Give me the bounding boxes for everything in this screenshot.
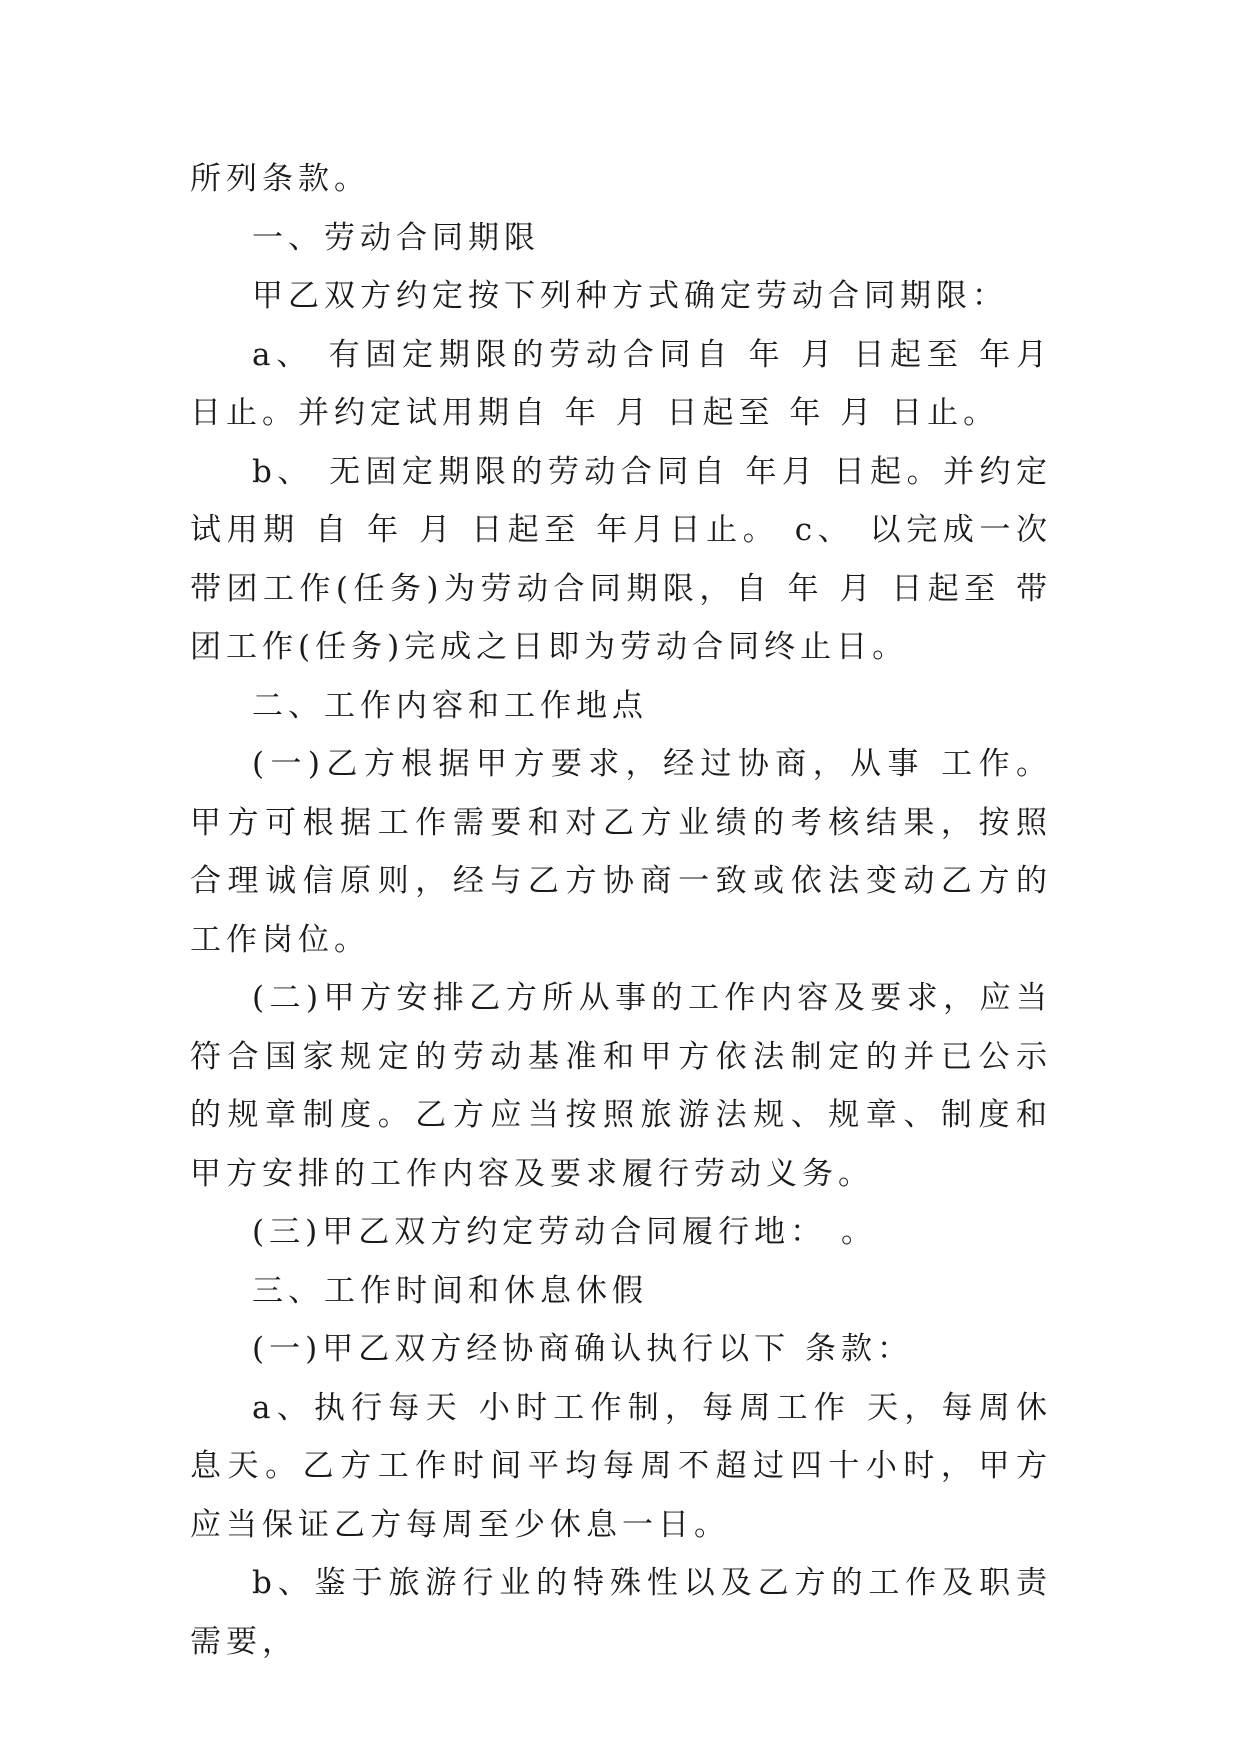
paragraph-hours-option-b: b、鉴于旅游行业的特殊性以及乙方的工作及职责需要， xyxy=(190,1565,1052,1660)
paragraph-term-methods: 甲乙双方约定按下列种方式确定劳动合同期限： xyxy=(252,278,1008,314)
paragraph-hours-option-a: a、执行每天 小时工作制，每周工作 天，每周休息天。乙方工作时间平均每周不超过四十小时，甲方应当保证乙方每周至少休息一日。 xyxy=(190,1389,1052,1543)
section-heading-work-hours: 三、工作时间和休息休假 xyxy=(252,1272,648,1309)
section-heading-contract-term: 一、劳动合同期限 xyxy=(252,219,540,256)
paragraph-option-b-c: b、 无固定期限的劳动合同自 年月 日起。并约定试用期 自 年 月 日起至 年月日止。 c、 以完成一次带团工作(任务)为劳动合同期限，自 年 月 日起至 带团工作(任务)完成之日即为劳动合同终止日。 xyxy=(190,453,1052,665)
paragraph-continuation: 所列条款。 xyxy=(190,161,370,197)
section-heading-work-content: 二、工作内容和工作地点 xyxy=(252,687,648,724)
paragraph-work-requirements: (二)甲方安排乙方所从事的工作内容及要求，应当符合国家规定的劳动基准和甲方依法制定的并已公示的规章制度。乙方应当按照旅游法规、规章、制度和甲方安排的工作内容及要求履行劳动义务。 xyxy=(190,980,1052,1192)
paragraph-work-location: (三)甲乙双方约定劳动合同履行地： 。 xyxy=(252,1214,878,1250)
paragraph-option-a: a、 有固定期限的劳动合同自 年 月 日起至 年月日止。并约定试用期自 年 月 日起至 年 月 日止。 xyxy=(190,336,1052,431)
paragraph-work-assignment: (一)乙方根据甲方要求，经过协商，从事 工作。甲方可根据工作需要和对乙方业绩的考核结果，按照合理诚信原则，经与乙方协商一致或依法变动乙方的工作岗位。 xyxy=(190,746,1052,958)
document-page xyxy=(190,150,1052,1671)
paragraph-hours-terms: (一)甲乙双方经协商确认执行以下 条款： xyxy=(252,1331,914,1367)
